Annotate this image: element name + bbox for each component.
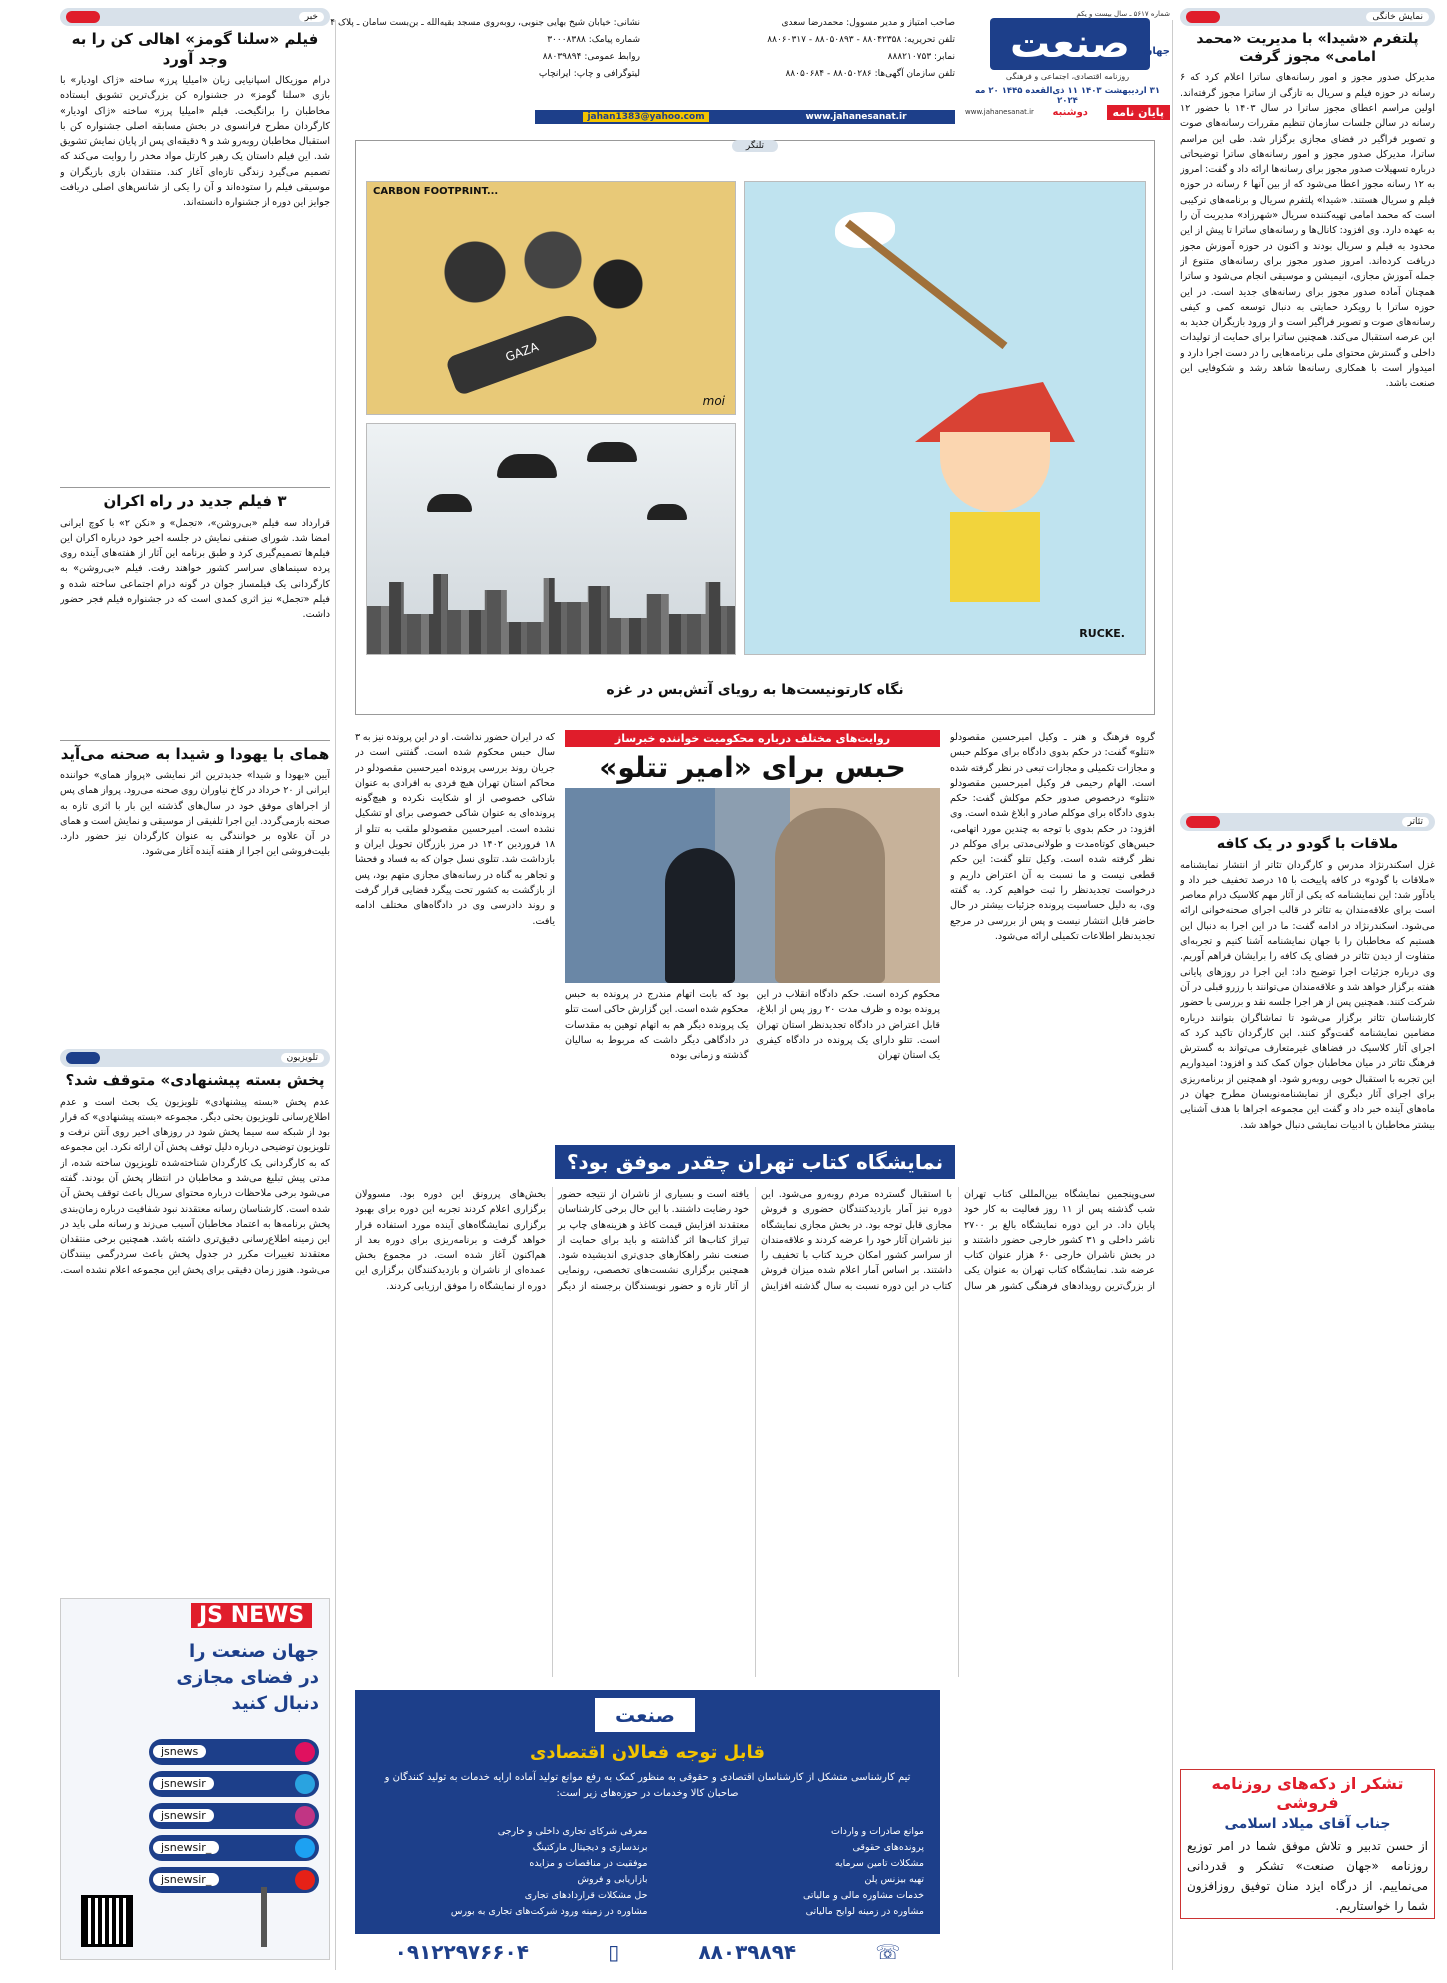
cartoon-carbon [366, 181, 736, 415]
divider [60, 740, 330, 741]
parachute-icon [587, 442, 637, 462]
story-title: حبس برای «امیر تتلو» [599, 751, 906, 784]
qr-code-icon [81, 1895, 133, 1947]
thanks-title: تشکر از دکه‌های روزنامه فروشی [1211, 1773, 1404, 1812]
cartoon-pinocchio [744, 181, 1146, 655]
person-shape [775, 808, 885, 983]
day-label: دوشنبه [1052, 106, 1088, 118]
nose-branch [845, 220, 1008, 349]
thanks-box [1180, 1769, 1435, 1919]
story-col [950, 730, 1155, 1130]
story-center [565, 730, 940, 1082]
endpage-badge [965, 102, 1170, 122]
cartoon-label: CARBON FOOTPRINT... [373, 186, 499, 197]
masthead [330, 10, 1170, 125]
social-item[interactable] [149, 1803, 319, 1829]
info-right [650, 15, 955, 100]
thanks-body: از حسن تدبیر و تلاش موفق شما در امر توزیع روزنامه «جهان صنعت» تشکر و قدردانی می‌نماییم. از درگاه ایزد منان توفیق روزافزون شما را خواستاریم. [1187, 1838, 1428, 1913]
article-title: پلتفرم «شیدا» با مدیریت «محمد امامی» مجوز گرفت [1196, 31, 1419, 66]
parachute-icon [647, 504, 687, 520]
info-line: نشانی: خیابان شیخ بهایی جنوبی، روبه‌روی مسجد بقیه‌الله ـ بن‌بست سامان ـ پلاک ۴ [330, 18, 640, 28]
info-line: روابط عمومی: ۸۸۰۳۹۸۹۴ [542, 52, 640, 62]
main-story [355, 730, 1155, 1135]
section-accent [1186, 816, 1220, 828]
ad-item: مشاوره در زمینه لوایح مالیاتی [805, 1906, 924, 1917]
article-body: غزل اسکندرنژاد مدرس و کارگردان تئاتر از انتشار نمایشنامه «ملاقات با گودو» در کافه پاییخت با ۱۵ درصد تخفیف خبر داد و یادآور شد: این نمایشنامه که یکی از آثار مهم کلاسیک درام معاصر است برای علاقه‌مندان به تئاتر در قالب اجرای صحنه‌خوانی ارائه می‌شود. اسکندرنژاد در ادامه گفت: ما در این اجرا به دنبال این هستیم که مخاطبان را با جهان نمایشنامه آشنا کنیم و تجربه‌ای متفاوت از دیدن تئاتر در فضای یک کافه را برایشان فراهم آوریم. وی درباره جزئیات اجرا توضیح داد: این اجرا در روزهای پایانی هفته برگزار خواهد شد و علاقه‌مندان می‌توانند با رزرو قبلی در آن شرکت کنند. همچنین پس از هر اجرا جلسه نقد و بررسی با حضور کارشناسان تئاتر برگزار می‌شود تا تماشاگران بتوانند درباره مضامین نمایشنامه گفت‌وگو کنند. این کارگردان تاکید کرد که اجرای آثار کلاسیک در فضاهای غیرمتعارف می‌تواند به گسترش فرهنگ تئاتر در میان مخاطبان جوان کمک کند و افزود: امیدواریم این تجربه با استقبال خوبی روبه‌رو شود. او همچنین از برنامه‌ریزی برای اجرای آثار دیگری از نمایشنامه‌نویسان مطرح جهان در ماه‌های آینده خبر داد و گفت این مجموعه اجراها با هدف آشنایی بیشتر مخاطبان با ادبیات نمایشی دنبال خواهد شد. [1180, 859, 1435, 1131]
ad-item: مشکلات تامین سرمایه [834, 1858, 924, 1869]
social-box [60, 1598, 330, 1960]
article-body: قرارداد سه فیلم «بی‌روشن»، «تجمل» و «نکن ۲» با کوچ ایرانی امضا شد. شورای صنفی نمایش در جلسه اخیر خود درباره اکران این فیلم‌ها تصمیم‌گیری کرد و طبق برنامه این آثار از هفته‌های آینده روی پرده سینماهای سراسر کشور خواهند رفت. فیلم «بی‌روشن» به کارگردانی یک فیلمساز جوان در گونه درام اجتماعی ساخته شده و فیلم «تجمل» نیز اثری کمدی است که در جشنواره فیلم فجر حضور داشت. [60, 517, 330, 621]
logo-sub: جهان [1143, 46, 1170, 57]
ad-item: حل مشکلات قراردادهای تجاری [524, 1890, 648, 1901]
section-header [1180, 813, 1435, 831]
story-text: محکوم کرده است. حکم دادگاه انقلاب در این پرونده بوده و ظرف مدت ۲۰ روز پس از ابلاغ، قابل اعتراض در دادگاه تجدیدنظر استان تهران است. تتلو دارای یک پرونده در دادگاه کیفری یک استان تهران [756, 989, 940, 1062]
social-item[interactable] [149, 1771, 319, 1797]
ad-intro: تیم کارشناسی متشکل از کارشناسان اقتصادی و حقوقی به منظور کمک به رفع موانع تولید آماده ارایه خدمات به تولید کنندگان و صاحبان کالا وخدمات در حوزه‌های زیر است: [384, 1772, 911, 1799]
youtube-icon [295, 1870, 315, 1890]
social-list [149, 1739, 319, 1899]
social-title: JS NEWS [191, 1603, 312, 1628]
social-handle: jsnewsir [153, 1809, 214, 1822]
logo [990, 18, 1150, 70]
ad-box [355, 1690, 940, 1970]
story-text: که در ایران حضور نداشت. او در این پرونده نیز به ۳ سال حبس محکوم شده است. گفتنی است در جریان روند بررسی پرونده امیرحسین مقصودلو در محاکم استان تهران هیچ فردی به افرادی به عنوان شاکی خصوصی از او شکایت نکرده و هیچ‌گونه پرونده‌ای به عنوان شاکی خصوصی برای او تشکیل نشده است. امیرحسین مقصودلو ملقب به تتلو از ۱۸ فروردین ۱۴۰۲ در مرز بازرگان تحویل ایران و بازداشت شد. تتلوی نسل جوان که به فساد و فحشا و تجاهر به گناه در رسانه‌های مجازی متهم بود، پس از بازگشت به کشور تحت پیگرد قضایی قرار گرفت و روند دادرسی وی در دادگاه‌های مختلف ادامه یافت. [355, 732, 555, 927]
bookfair-story [355, 1145, 1155, 1680]
section-tag: خبر [299, 12, 324, 22]
website-link[interactable]: www.jahanesanat.ir [805, 112, 907, 122]
ad-phones [355, 1934, 940, 1970]
web-small[interactable]: www.jahanesanat.ir [965, 108, 1034, 116]
ad-items [371, 1826, 924, 1922]
ad-item: موفقیت در مناقصات و مزایده [529, 1858, 648, 1869]
story-photo [565, 788, 940, 983]
article-body: درام موزیکال اسپانیایی زبان «امیلیا پرز» ساخته «ژاک اودیار» با بازی «سلنا گومز» در جشنواره کن بزرگ‌ترین تشویق ایستاده مخاطبان را برانگیخت. فیلم «امیلیا پرز» ساخته «ژاک اودیار» کارگردان مطرح فرانسوی در بخش مسابقه اصلی جشنواره کن با استقبال مخاطبان روبه‌رو شد و ۹ دقیقه‌ای پس از پایان نمایش تشویق شد. این فیلم داستان یک رهبر کارتل مواد مخدر را روایت می‌کند که تصمیم می‌گیرد زندگی تازه‌ای آغاز کند. منتقدان بازی بازیگران و موسیقی فیلم را ستوده‌اند و آن را یکی از شانس‌های اصلی دریافت جوایز این دوره از جشنواره دانسته‌اند. [60, 75, 330, 209]
ad-item: پرونده‌های حقوقی [852, 1842, 924, 1853]
ad-phone[interactable]: ۰۹۱۲۲۹۷۶۶۰۴ [394, 1940, 529, 1964]
social-handle: jsnewsir_ [153, 1873, 219, 1886]
social-item[interactable] [149, 1835, 319, 1861]
date-line: ۳۱ اردیبهشت ۱۴۰۳ ۱۱ ذی‌القعده ۱۴۴۵ ۲۰ مه ۲۰۲۴ [974, 86, 1161, 106]
bookfair-body: سی‌وپنجمین نمایشگاه بین‌المللی کتاب تهران شب گذشته پس از ۱۱ روز فعالیت به کار خود پایان داد. در این دوره نمایشگاه بالغ بر ۲۷۰۰ ناشر داخلی و ۳۱ کشور خارجی حضور داشتند و در بخش ناشران خارجی ۶۰ هزار عنوان کتاب عرضه شد. نمایشگاه کتاب تهران به عنوان یکی از بزرگ‌ترین رویدادهای فرهنگی کشور هر سال با استقبال گسترده مردم روبه‌رو می‌شود. این دوره نیز آمار بازدیدکنندگان حضوری و فروش مجازی قابل توجه بود. در بخش مجازی نمایشگاه نیز ناشران آثار خود را عرضه کردند و علاقه‌مندان از سراسر کشور امکان خرید کتاب با تخفیف را داشتند. بر اساس آمار اعلام شده میزان فروش کتاب در این دوره نسبت به سال گذشته افزایش یافته است و بسیاری از ناشران از نتیجه حضور خود رضایت داشتند. با این حال برخی کارشناسان معتقدند افزایش قیمت کاغذ و هزینه‌های چاپ بر تیراژ کتاب‌ها اثر گذاشته و باید برای حمایت از صنعت نشر راهکارهای جدی‌تری اندیشیده شود. همچنین برگزاری نشست‌های تخصصی، رونمایی از آثار تازه و حضور نویسندگان برجسته از دیگر بخش‌های پررونق این دوره بود. مسوولان برگزاری اعلام کردند تجربه این دوره برای بهبود برگزاری نمایشگاه‌های آینده مورد استفاده قرار خواهد گرفت و برنامه‌ریزی برای دوره بعد از هم‌اکنون آغاز شده است. در مجموع بخش عمده‌ای از ناشران و بازدیدکنندگان برگزاری این دوره از نمایشگاه را موفق ارزیابی کردند. [355, 1189, 1155, 1292]
story-kicker: روایت‌های مختلف درباره محکومیت خواننده خبرساز [565, 730, 940, 747]
section-tag: تلویزیون [281, 1053, 324, 1063]
smoke-shape [397, 212, 657, 332]
section-accent [1186, 11, 1220, 23]
social-line: جهان صنعت را [189, 1640, 319, 1662]
info-line: صاحب امتیاز و مدیر مسوول: محمدرضا سعدی [781, 18, 955, 28]
info-left [330, 15, 640, 100]
cartoon-parachutes [366, 423, 736, 655]
cartoon-header [356, 133, 1154, 152]
instagram-icon [295, 1806, 315, 1826]
story-text: بود که بابت اتهام مندرج در پرونده به حبس محکوم شده است. این گزارش حاکی است تتلو یک پرونده دیگر هم به اتهام توهین به مقدسات در دادگاهی دیگر داشت که مربوط به سالیان گذشته و زمانی بوده [565, 989, 749, 1062]
social-item[interactable] [149, 1867, 319, 1893]
logo-text: صنعت [1010, 21, 1130, 67]
right-column [1180, 8, 1435, 1973]
shirt-shape [950, 512, 1040, 602]
ad-title: قابل توجه فعالان اقتصادی [529, 1742, 766, 1763]
social-line: دنبال کنید [231, 1692, 319, 1714]
license-line: شماره ۵۶۱۷ ـ سال بیست و یکم [1076, 10, 1170, 18]
article-title: ۳ فیلم جدید در راه اکران [103, 492, 287, 510]
cartoon-caption: نگاه کارتونیست‌ها به رویای آتش‌بس در غزه [606, 682, 904, 698]
story-text: گروه فرهنگ و هنر ـ وکیل امیرحسین مقصودلو «تتلو» گفت: در حکم بدوی دادگاه برای موکلم حبس و مجازات تکمیلی و مجازات تبعی در نظر گرفته شده است. الهام رحیمی فر وکیل امیرحسین مقصودلو «تتلو» درخصوص صدور حکم موکلش گفت: حکم بدوی دادگاه برای موکلم صادر و ابلاغ شده است. وی افزود: در حکم بدوی با توجه به چندین مورد اتهامی، حبس‌های کوتاه‌مدت و طولانی‌مدتی برای موکلم در نظر گرفته شده است. وکیل تتلو گفت: این حکم قطعی نیست و ما نسبت به آن اعتراض داریم و درخواست تجدیدنظر را ثبت خواهیم کرد. به گفته وی، به دلیل حساسیت پرونده جزئیات بیشتر در حال حاضر قابل انتشار نیست و پس از بررسی در مرجع تجدیدنظر اطلاعات تکمیلی ارائه می‌شود. [950, 732, 1155, 942]
section-header [60, 1049, 330, 1067]
cartoon-signature: moi [702, 394, 725, 408]
section-tag: تئاتر [1402, 817, 1429, 827]
tower-icon [261, 1887, 267, 1947]
ad-logo: صنعت [595, 1698, 695, 1732]
endpage-label: پایان نامه [1107, 105, 1170, 120]
ad-item: برندسازی و دیجیتال مارکتینگ [532, 1842, 648, 1853]
tagline: روزنامه اقتصادی، اجتماعی و فرهنگی [1005, 72, 1130, 81]
info-line: تلفن تحریریه: ۸۸۰۴۲۳۵۸ - ۸۸۰۵۰۸۹۳ - ۸۸۰۶۰۳۱۷ [767, 35, 955, 45]
article-title: پخش بسته پیشنهادی» متوقف شد؟ [65, 1071, 325, 1089]
phone-icon: ☏ [875, 1940, 901, 1964]
info-line: نمابر: ۸۸۸۲۱۰۷۵۳ [887, 52, 955, 62]
person-shape [665, 848, 735, 983]
face-shape [940, 432, 1050, 512]
article-title: فیلم «سلنا گومز» اهالی کن را به وجد آورد [71, 30, 319, 68]
skyline-shape [367, 574, 735, 654]
ad-item: بازاریابی و فروش [577, 1874, 648, 1885]
column-divider [1172, 20, 1173, 1970]
cartoon-section [355, 140, 1155, 715]
section-tag: تلنگر [732, 140, 778, 152]
telegram-icon [295, 1774, 315, 1794]
social-handle: jsnewsir [153, 1777, 214, 1790]
ad-phone[interactable]: ۸۸۰۳۹۸۹۴ [698, 1940, 797, 1964]
story-col [355, 730, 555, 1130]
logo-block [965, 10, 1170, 122]
article-title: همای با یهودا و شیدا به صحنه می‌آید [60, 744, 330, 763]
article-title: ملاقات با گودو در یک کافه [1216, 836, 1399, 853]
bookfair-title-text: نمایشگاه کتاب تهران چقدر موفق بود؟ [566, 1150, 944, 1174]
article-body: مدیرکل صدور مجوز و امور رسانه‌های ساترا اعلام کرد که ۶ رسانه در حوزه فیلم و سریال به تازگی از ساترا مجوز گرفته‌اند. اولین مراسم اعطای مجوز ساترا در سال ۱۴۰۳ با حضور ۱۲ رسانه در سالن جلسات سازمان تنظیم مقررات رسانه‌های صوت و تصویر فراگیر در فضای مجازی برگزار شد. طی این مراسم ساترا، مدیرکل صدور مجوز و امور رسانه‌های ساترا توضیحاتی درباره تسهیلات صدور مجوز برای رسانه‌ها ارائه داد و گفت: امروز به ۱۲ رسانه مجوز اعطا می‌شود که از بین آنها ۶ رسانه در حوزه فیلم و سریال هستند. «شیدا» پلتفرم سریال و برنامه‌های ترکیبی است که محمد امامی تهیه‌کننده سریال «شهرزاد» مدیریت آن را به عهده دارد. وی افزود: کانال‌ها و رسانه‌های ساترا تا پیش از این محدود به فیلم و سریال بودند و اکنون در حوزه آموزش مجوز دریافت کرده‌اند. امروز صدور مجوز برای رسانه‌های متنوع از جمله آموزش مجازی، انیمیشن و موسیقی انجام می‌شود و ساترا همچنان آماده صدور مجوز برای رسانه‌های جدید است. در این حوزه ساترا با رویکرد حمایتی به دنبال توسعه کمی و کیفی رسانه‌های صوت و تصویر فراگیر است و از ورود بازیگران جدید به این عرصه استقبال می‌کند. همچنین ساترا برای حمایت از تولیدات داخلی و گسترش محتوای ملی برنامه‌هایی را در دست اجرا دارد و امیدوار است با همکاری رسانه‌ها شاهد رشد و شکوفایی این صنعت باشد. [1180, 72, 1435, 390]
section-header [60, 8, 330, 26]
left-column [60, 8, 330, 1973]
mobile-icon: ▯ [608, 1940, 620, 1964]
ship-label: GAZA [503, 339, 541, 365]
ad-item: خدمات مشاوره مالی و مالیاتی [802, 1890, 924, 1901]
section-tag: نمایش خانگی [1366, 12, 1429, 22]
contact-bar [535, 110, 955, 124]
ad-item: تهیه بیزنس پلن [864, 1874, 924, 1885]
aparat-icon [295, 1742, 315, 1762]
ad-item: معرفی شرکای تجاری داخلی و خارجی [497, 1826, 648, 1837]
section-accent [66, 11, 100, 23]
section-header [1180, 8, 1435, 26]
info-line: تلفن سازمان آگهی‌ها: ۸۸۰۵۰۲۸۶ - ۸۸۰۵۰۶۸۴ [785, 69, 955, 79]
email-link[interactable]: jahan1383@yahoo.com [583, 112, 708, 122]
column-divider [335, 20, 336, 1970]
article-body: عدم پخش «بسته پیشنهادی» تلویزیون یک بحث است و عدم اطلاع‌رسانی تلویزیون بحثی دیگر. مجموعه «بسته پیشنهادی» که قرار بود از شبکه سه سیما پخش شود در روزهای اخیر روی آنتن نرفت و تلویزیون توضیحی درباره دلیل توقف پخش آن ارائه نکرد. این مجموعه که به کارگردانی یک کارگردان شناخته‌شده تلویزیون ساخته شده، از مدتی پیش تبلیغ می‌شد و مخاطبان در انتظار پخش آن بودند. گفته می‌شود برخی ملاحظات درباره محتوای سریال باعث توقف پخش آن شده است. کارشناسان رسانه معتقدند نبود شفافیت درباره زمان‌بندی پخش برنامه‌ها به اعتماد مخاطبان آسیب می‌زند و رسانه ملی باید در این زمینه اطلاع‌رسانی دقیق‌تری داشته باشد. همچنین برخی منتقدان معتقدند تغییرات مکرر در جدول پخش باعث سردرگمی بینندگان می‌شود. هنوز زمان دقیقی برای پخش این مجموعه اعلام نشده است. [60, 1096, 330, 1276]
dove-icon [835, 212, 895, 248]
ad-item: موانع صادرات و واردات [831, 1826, 924, 1837]
cartoon-signature: RUCKE. [1079, 627, 1125, 640]
info-line: شماره پیامک: ۳۰۰۰۸۳۸۸ [547, 35, 640, 45]
social-handle: jsnewsir_ [153, 1841, 219, 1854]
parachute-icon [497, 454, 557, 478]
section-accent [66, 1052, 100, 1064]
info-line: لیتوگرافی و چاپ: ایرانچاپ [538, 69, 640, 79]
bookfair-title [555, 1145, 955, 1179]
twitter-icon [295, 1838, 315, 1858]
social-item[interactable] [149, 1739, 319, 1765]
ad-item: مشاوره در زمینه ورود شرکت‌های تجاری به بورس [450, 1906, 648, 1917]
social-handle: jsnews [153, 1745, 206, 1758]
article-body: آیین «یهودا و شیدا» جدیدترین اثر نمایشی «پرواز همای» خواننده ایرانی از ۲۰ خرداد در کاخ نیاوران روی صحنه می‌رود. پرواز همای پس از اجراهای موفق خود در سال‌های گذشته این بار با اثری تازه به صحنه بازمی‌گردد. این اجرا تلفیقی از موسیقی و نمایش است و همای در آن علاوه بر خوانندگی به عنوان کارگردان نیز حضور دارد. بلیت‌فروشی این اجرا از هفته آینده آغاز می‌شود. [60, 770, 330, 858]
social-line: در فضای مجازی [176, 1666, 319, 1688]
divider [60, 487, 330, 488]
thanks-sub: جناب آقای میلاد اسلامی [1224, 1815, 1391, 1832]
parachute-icon [427, 494, 472, 512]
